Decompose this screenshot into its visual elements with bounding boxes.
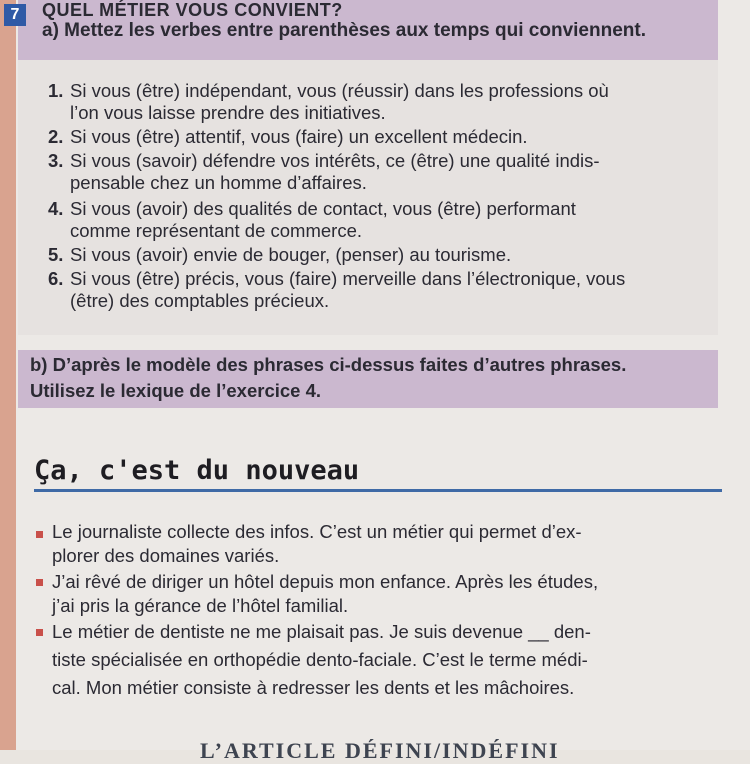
exercise-item: 3. Si vous (savoir) défendre vos intérêts, ce (être) une qualité indis-: [48, 150, 600, 171]
paragraph-line: Le journaliste collecte des infos. C’est un métier qui permet d’ex-: [52, 521, 582, 542]
exercise-number-badge: 7: [4, 4, 26, 26]
exercise-item-cont: comme représentant de commerce.: [70, 220, 363, 241]
exercise-item: 4. Si vous (avoir) des qualités de contact, vous (être) performant: [48, 198, 576, 219]
bullet-icon: [36, 629, 43, 636]
exercise-item: 2. Si vous (être) attentif, vous (faire) un excellent médecin.: [48, 126, 528, 147]
paragraph-line: tiste spécialisée en orthopédie dento-faciale. C’est le terme médi-: [52, 649, 588, 670]
section-title: Ça, c'est du nouveau: [34, 455, 360, 486]
exercise-title: QUEL MÉTIER VOUS CONVIENT?: [42, 0, 343, 20]
section-divider: [34, 489, 722, 492]
paragraph-line: Le métier de dentiste ne me plaisait pas. Je suis devenue __ den-: [52, 621, 591, 642]
paragraph-line: j’ai pris la gérance de l’hôtel familial.: [52, 595, 349, 616]
paragraph-line: J’ai rêvé de diriger un hôtel depuis mon enfance. Après les études,: [52, 571, 599, 592]
part-b-instruction: Utilisez le lexique de l’exercice 4.: [30, 380, 322, 401]
paragraph-line: plorer des domaines variés.: [52, 545, 280, 566]
bullet-icon: [36, 531, 43, 538]
page-edge: [0, 0, 16, 750]
exercise-item-cont: l’on vous laisse prendre des initiatives.: [70, 102, 386, 123]
part-b-instruction: b) D’après le modèle des phrases ci-dessus faites d’autres phrases.: [30, 354, 627, 375]
exercise-item: 1. Si vous (être) indépendant, vous (réussir) dans les professions où: [48, 80, 609, 101]
part-a-instruction: a) Mettez les verbes entre parenthèses aux temps qui conviennent.: [42, 20, 646, 41]
bullet-icon: [36, 579, 43, 586]
exercise-item: 5. Si vous (avoir) envie de bouger, (penser) au tourisme.: [48, 244, 512, 265]
exercise-item-cont: (être) des comptables précieux.: [70, 290, 330, 311]
exercise-item-cont: pensable chez un homme d’affaires.: [70, 172, 367, 193]
next-section-heading: L’ARTICLE DÉFINI/INDÉFINI: [200, 738, 560, 763]
paragraph-line: cal. Mon métier consiste à redresser les dents et les mâchoires.: [52, 677, 575, 698]
exercise-item: 6. Si vous (être) précis, vous (faire) merveille dans l’électronique, vous: [48, 268, 626, 289]
